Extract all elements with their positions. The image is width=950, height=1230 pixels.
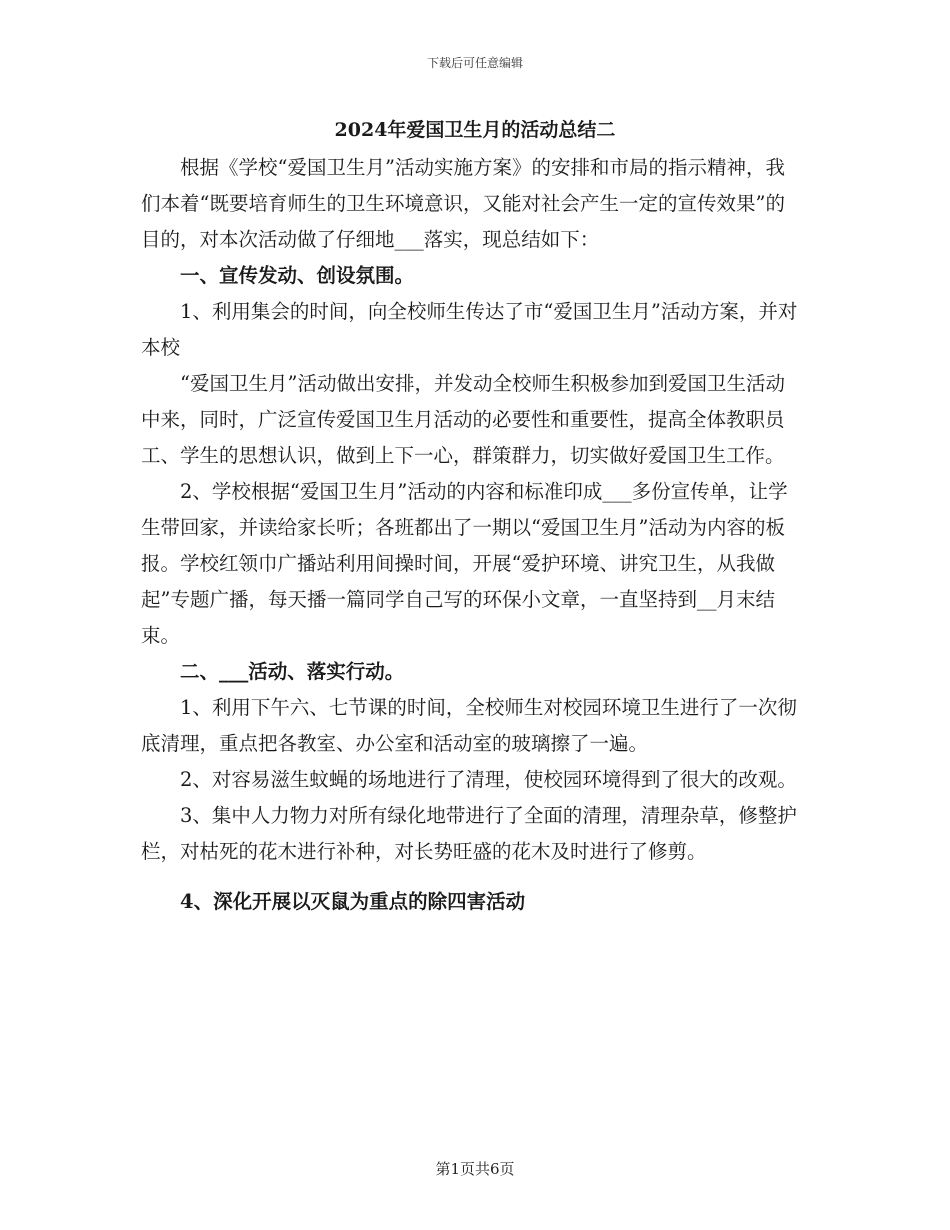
paragraph-1-2: 2、学校根据“爱国卫生月”活动的内容和标准印成___多份宣传单，让学生带回家，并读给家长听；各班都出了一期以“爱国卫生月”活动为内容的板报。学校红领巾广播站利用间操时间，开展“爱护环境、讲究卫生，从我做起”专题广播，每天播一篇同学自己写的环保小文章，一直坚持到__月末结束。: [141, 480, 788, 647]
header-note: 下载后可任意编辑: [426, 56, 523, 70]
paragraph-2-3: 3、集中人力物力对所有绿化地带进行了全面的清理，清理杂草，修整护栏，对枯死的花木进行补种，对长势旺盛的花木及时进行了修剪。: [141, 804, 797, 863]
paragraph-intro: 根据《学校“爱国卫生月”活动实施方案》的安排和市局的指示精神，我们本着“既要培育师生的卫生环境意识，又能对社会产生一定的宣传效果”的目的，对本次活动做了仔细地___落实，现总结如下：: [141, 156, 785, 251]
paragraph-1-1: 1、利用集会的时间，向全校师生传达了市“爱国卫生月”活动方案，并对本校: [141, 300, 798, 359]
document-body: [141, 150, 801, 920]
section-heading-2: 二、___活动、落实行动。: [180, 660, 405, 683]
section-heading-1: 一、宣传发动、创设氛围。: [180, 264, 415, 287]
document-title: 2024年爱国卫生月的活动总结二: [334, 119, 616, 141]
paragraph-2-4: 4、深化开展以灭鼠为重点的除四害活动: [180, 890, 526, 913]
page-number: 第1页共6页: [435, 1160, 515, 1178]
paragraph-2-1: 1、利用下午六、七节课的时间，全校师生对校园环境卫生进行了一次彻底清理，重点把各教室、办公室和活动室的玻璃擦了一遍。: [141, 696, 797, 755]
paragraph-1-1-cont: “爱国卫生月”活动做出安排，并发动全校师生积极参加到爱国卫生活动中来，同时，广泛宣传爱国卫生月活动的必要性和重要性，提高全体教职员工、学生的思想认识，做到上下一心，群策群力，切实做好爱国卫生工作。: [141, 372, 785, 467]
paragraph-2-2: 2、对容易滋生蚊蝇的场地进行了清理，使校园环境得到了很大的改观。: [180, 768, 797, 791]
